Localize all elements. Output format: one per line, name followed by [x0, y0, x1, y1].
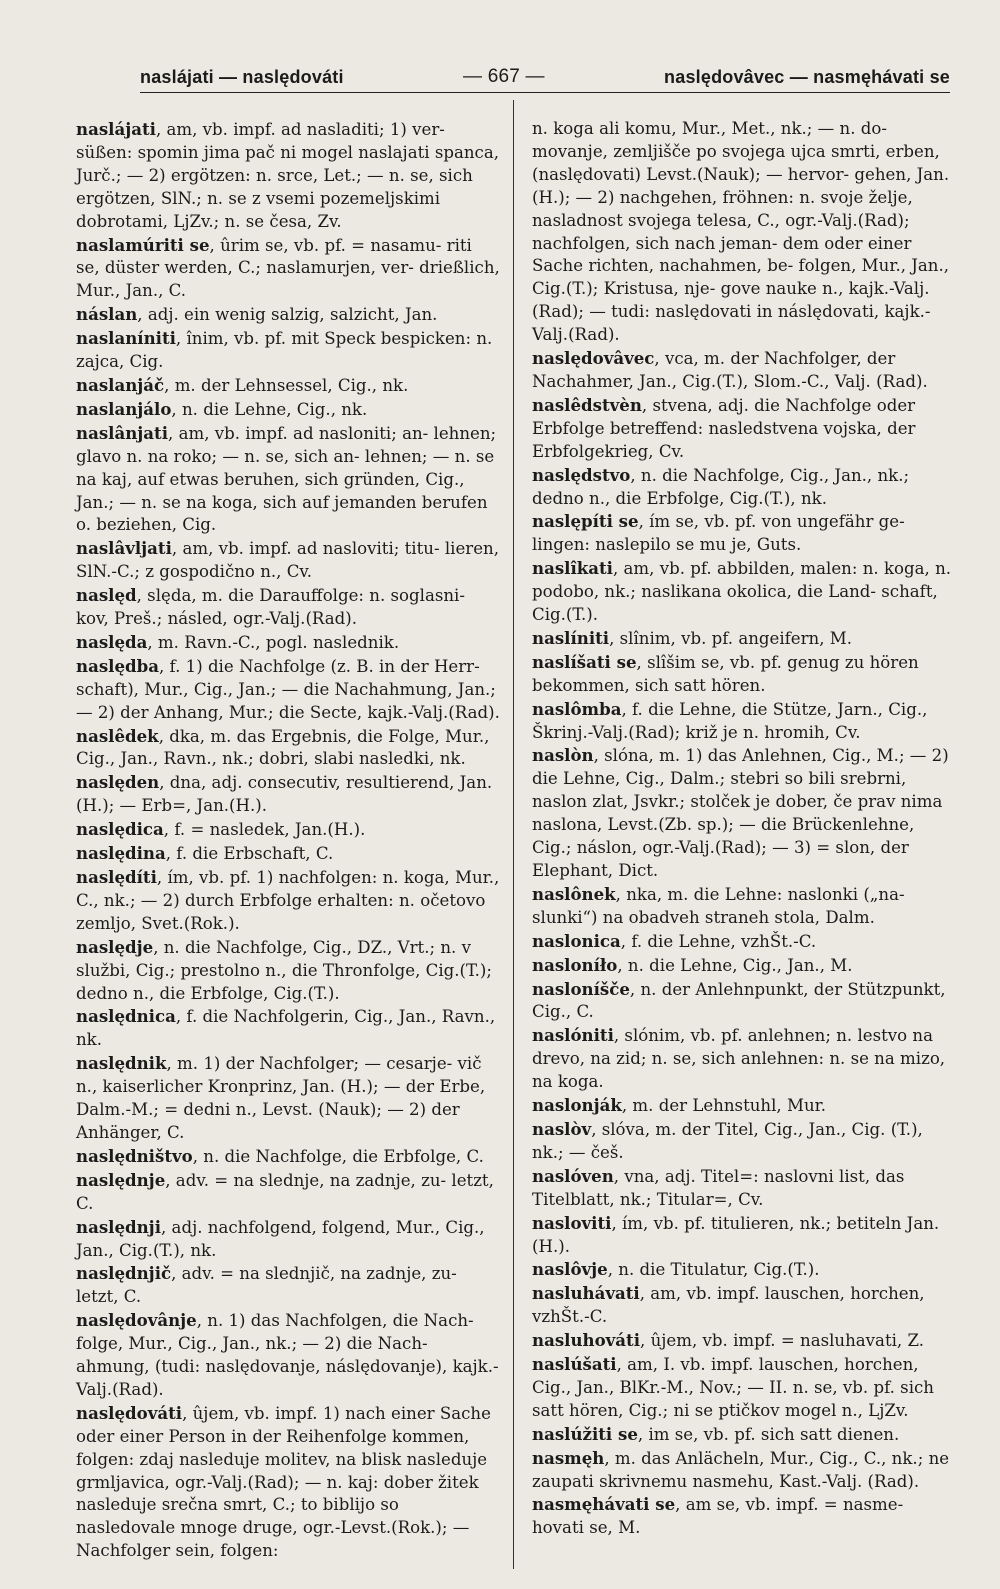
dictionary-entry: naslędnik, m. 1) der Nachfolger; — cesarje- vič n., kaiserlicher Kronprinz, Jan. (H.); — der Erbe, Dalm.-M.; = dedni n., Levst. (Nauk); — 2) der Anhänger, C.: [76, 1053, 486, 1142]
headword: naslêdstvèn: [532, 394, 642, 415]
dictionary-entry: naslóniti, slónim, vb. pf. anlehnen; n. lestvo na drevo, na zid; n. se, sich anlehnen: n. se na mizo, na koga.: [532, 1025, 946, 1092]
dictionary-entry: naslędstvo, n. die Nachfolge, Cig., Jan., nk.; dedno n., die Erbfolge, Cig.(T.), nk.: [532, 464, 910, 508]
headword: nasloviti: [532, 1212, 612, 1233]
headword: naslíniti: [532, 627, 610, 648]
dictionary-entry: naslêdstvèn, stvena, adj. die Nachfolge oder Erbfolge betreffend: nasledstvena vojska, der Erbfolgekrieg, Cv.: [532, 394, 916, 461]
dictionary-entry: naslędováti, ûjem, vb. impf. 1) nach einer Sache oder einer Person in der Reihenfolge kommen, folgen: zdaj nasleduje molitev, na blisk nasleduje grmljavica, ogr.-Valj.(Rad); — n. kaj: dober žitek nasleduje srečna smrt, C.; to biblijo so nasledovale mnoge druge, ogr.-Levst.(Rok.); — Nachfolger sein, folgen:: [76, 1402, 491, 1561]
headword: naslòn: [532, 745, 594, 766]
headword: naslędica: [76, 819, 164, 840]
dictionary-entry: naslêdek, dka, m. das Ergebnis, die Folge, Mur., Cig., Jan., Ravn., nk.; dobri, slabi nasledki, nk.: [76, 725, 490, 769]
dictionary-entry: naslanjáč, m. der Lehnsessel, Cig., nk.: [76, 374, 409, 395]
dictionary-entry: naslîkati, am, vb. pf. abbilden, malen: n. koga, n. podobo, nk.; naslikana okolica, die Land- schaft, Cig.(T.).: [532, 558, 952, 625]
dictionary-entry: naslędnji, adj. nachfolgend, folgend, Mur., Cig., Jan., Cig.(T.), nk.: [76, 1216, 485, 1260]
headword: naslępíti se: [532, 511, 639, 532]
dictionary-entry: naslęd, slęda, m. die Darauffolge: n. soglasni- kov, Preš.; násled, ogr.-Valj.(Rad).: [76, 585, 465, 629]
dictionary-entry: naslędje, n. die Nachfolge, Cig., DZ., Vrt.; n. v službi, Cig.; prestolno n., die Thronfolge, Cig.(T.); dedno n., die Erbfolge, Cig.(T.).: [76, 936, 492, 1003]
dictionary-entry: naslędništvo, n. die Nachfolge, die Erbfolge, C.: [76, 1145, 484, 1166]
headword: nasloníšče: [532, 978, 630, 999]
headword: naslômba: [532, 698, 622, 719]
headword: naslôvje: [532, 1259, 608, 1280]
dictionary-entry: naslômba, f. die Lehne, die Stütze, Jarn., Cig., Škrinj.-Valj.(Rad); križ je n. hromih, Cv.: [532, 698, 928, 742]
dictionary-entry: naslępíti se, ím se, vb. pf. von ungefähr ge- lingen: naslepilo se mu je, Guts.: [532, 511, 905, 555]
headword: naslęden: [76, 772, 160, 793]
dictionary-entry: naslíšati se, slîšim se, vb. pf. genug zu hören bekommen, sich satt hören.: [532, 651, 919, 695]
dictionary-entry: naslâvljati, am, vb. impf. ad nasloviti; titu- lieren, SlN.-C.; z gospodično n., Cv.: [76, 538, 499, 582]
headword: naslonica: [532, 930, 621, 951]
dictionary-entry: naslonják, m. der Lehnstuhl, Mur.: [532, 1095, 827, 1116]
header-right-guideword: naslędovâvec — nasmęhávati se: [664, 67, 950, 87]
headword: naslędovâvec: [532, 348, 655, 369]
left-column: [76, 118, 500, 1563]
dictionary-entry: naslędica, f. = nasledek, Jan.(H.).: [76, 819, 366, 840]
headword: naslędnji: [76, 1216, 161, 1237]
headword: naslíšati se: [532, 651, 637, 672]
dictionary-entry: naslędina, f. die Erbschaft, C.: [76, 843, 334, 864]
headword: naslaníniti: [76, 328, 176, 349]
headword: naslędnica: [76, 1006, 176, 1027]
headword: naslânjati: [76, 422, 169, 443]
dictionary-entry: naslędovânje, n. 1) das Nachfolgen, die Nach- folge, Mur., Cig., Jan., nk.; — 2) die Nach- ahmung, (tudi: naslędovanje, náslędovanje), kajk.-Valj.(Rad).: [76, 1310, 499, 1399]
dictionary-entry: naslędovâvec, vca, m. der Nachfolger, der Nachahmer, Jan., Cig.(T.), Slom.-C., Valj. (Rad).: [532, 348, 928, 391]
headword: naslêdek: [76, 725, 159, 746]
dictionary-entry: naslúžiti se, im se, vb. pf. sich satt dienen.: [532, 1423, 900, 1444]
headword: naslanjálo: [76, 398, 172, 419]
dictionary-entry: náslan, adj. ein wenig salzig, salzicht, Jan.: [76, 304, 438, 325]
headword: naslônek: [532, 883, 616, 904]
headword: naslóniti: [532, 1025, 614, 1046]
headword: naslędovânje: [76, 1310, 197, 1331]
dictionary-entry: nasloviti, ím, vb. pf. titulieren, nk.; betiteln Jan.(H.).: [532, 1212, 940, 1256]
column-divider: [513, 100, 514, 1569]
dictionary-entry: naslędnica, f. die Nachfolgerin, Cig., Jan., Ravn., nk.: [76, 1006, 496, 1050]
dictionary-entry: naslúšati, am, I. vb. impf. lauschen, horchen, Cig., Jan., BlKr.-M., Nov.; — II. n. se, vb. pf. sich satt hören, Cig.; ni se ptičkov mogel n., LjZv.: [532, 1354, 934, 1420]
headword: naslęd: [76, 585, 137, 606]
dictionary-entry: naslaníniti, înim, vb. pf. mit Speck bespicken: n. zajca, Cig.: [76, 328, 493, 372]
headword: naslędba: [76, 655, 159, 676]
headword: naslóven: [532, 1165, 614, 1186]
headword: nasluhávati: [532, 1283, 640, 1304]
dictionary-entry: nasmęh, m. das Anlächeln, Mur., Cig., C., nk.; ne zaupati skrivnemu nasmehu, Kast.-Valj. (Rad).: [532, 1447, 950, 1491]
dictionary-entry: naslônek, nka, m. die Lehne: naslonki („na- slunki“) na obadveh straneh stola, Dalm.: [532, 883, 905, 927]
dictionary-entry: naslânjati, am, vb. impf. ad nasloniti; an- lehnen; glavo n. na roko; — n. se, sich an- lehnen; — n. se na kaj, auf etwas beruhen, sich gründen, Cig., Jan.; — n. se na koga, sich auf jemanden berufen o. beziehen, Cig.: [76, 422, 497, 535]
headword: naslúžiti se: [532, 1423, 638, 1444]
dictionary-entry: nasluhováti, ûjem, vb. impf. = nasluhavati, Z.: [532, 1330, 924, 1351]
headword: naslędnje: [76, 1169, 166, 1190]
headword: nasluhováti: [532, 1330, 641, 1351]
headword: naslonják: [532, 1095, 622, 1116]
dictionary-entry: naslamúriti se, ûrim se, vb. pf. = nasamu- riti se, düster werden, C.; naslamurjen, ver- drießlich, Mur., Jan., C.: [76, 234, 500, 301]
dictionary-entry: naslonica, f. die Lehne, vzhŠt.-C.: [532, 930, 817, 951]
headword: naslîkati: [532, 558, 613, 579]
headword: naslędništvo: [76, 1145, 193, 1166]
dictionary-entry: nasloníšče, n. der Anlehnpunkt, der Stützpunkt, Cig., C.: [532, 978, 946, 1022]
dictionary-entry: n. koga ali komu, Mur., Met., nk.; — n. do- movanje, zemljišče po svojega ujca smrti, erben, (naslędovati) Levst.(Nauk); — hervor- gehen, Jan.(H.); — 2) nachgehen, fröhnen: n. svoje želje, nasladnost svojega telesa, C., ogr.-Valj.(Rad); nachfolgen, sich nach jeman- dem oder einer Sache richten, nachahmen, be- folgen, Mur., Jan., Cig.(T.); Kristusa, nje- gove nauke n., kajk.-Valj.(Rad); — tudi: naslędovati in náslędovati, kajk.-Valj.(Rad).: [532, 119, 950, 345]
headword: náslan: [76, 304, 138, 325]
headword: nasmęh: [532, 1447, 605, 1468]
headword: naslędina: [76, 843, 166, 864]
right-column: [532, 118, 958, 1540]
dictionary-entry: naslóven, vna, adj. Titel=: naslovni list, das Titelblatt, nk.; Titular=, Cv.: [532, 1165, 905, 1209]
page-header: [140, 58, 950, 88]
headword: naslędstvo: [532, 464, 631, 485]
headword: naslúšati: [532, 1354, 617, 1375]
dictionary-entry: naslęda, m. Ravn.-C., pogl. naslednik.: [76, 631, 400, 652]
dictionary-entry: nasloníło, n. die Lehne, Cig., Jan., M.: [532, 954, 853, 975]
dictionary-entry: nasluhávati, am, vb. impf. lauschen, horchen, vzhŠt.-C.: [532, 1283, 925, 1327]
headword: naslamúriti se: [76, 234, 210, 255]
dictionary-entry: naslęden, dna, adj. consecutiv, resultierend, Jan.(H.); — Erb=, Jan.(H.).: [76, 772, 493, 816]
dictionary-entry: naslòv, slóva, m. der Titel, Cig., Jan., Cig. (T.), nk.; — češ.: [532, 1118, 923, 1162]
header-left-guideword: naslájati — naslędováti: [140, 67, 344, 87]
header-rule: [140, 92, 950, 93]
dictionary-entry: nasmęhávati se, am se, vb. impf. = nasme- hovati se, M.: [532, 1494, 904, 1538]
dictionary-entry: naslędba, f. 1) die Nachfolge (z. B. in der Herr- schaft), Mur., Cig., Jan.; — die Nachahmung, Jan.; — 2) der Anhang, Mur.; die Secte, kajk.-Valj.(Rad).: [76, 655, 500, 722]
headword: naslędje: [76, 936, 154, 957]
headword: naslędnik: [76, 1053, 167, 1074]
dictionary-entry: naslędnje, adv. = na slednje, na zadnje, zu- letzt, C.: [76, 1169, 494, 1213]
dictionary-entry: naslájati, am, vb. impf. ad nasladiti; 1) ver- süßen: spomin jima pač ni mogel naslajati spanca, Jurč.; — 2) ergötzen: n. srce, Let.; — n. se, sich ergötzen, SlN.; n. se z vsemi pozemeljskimi dobrotami, LjZv.; n. se česa, Zv.: [76, 119, 500, 231]
headword: naslęda: [76, 631, 148, 652]
dictionary-entry: naslôvje, n. die Titulatur, Cig.(T.).: [532, 1259, 820, 1280]
dictionary-entry: naslòn, slóna, m. 1) das Anlehnen, Cig., M.; — 2) die Lehne, Cig., Dalm.; stebri so bili srebrni, naslon zlat, Jsvkr.; stolček je dober, če prav nima naslona, Levst.(Zb. sp.); — die Brückenlehne, Cig.; náslon, ogr.-Valj.(Rad); — 3) = slon, der Elephant, Dict.: [532, 745, 949, 880]
dictionary-entry: naslędnjič, adv. = na slednjič, na zadnje, zu- letzt, C.: [76, 1263, 457, 1307]
headword: naslędováti: [76, 1402, 183, 1423]
dictionary-entry: naslanjálo, n. die Lehne, Cig., nk.: [76, 398, 368, 419]
headword: nasloníło: [532, 954, 618, 975]
headword: naslòv: [532, 1118, 592, 1139]
headword: naslájati: [76, 119, 156, 139]
headword: naslędíti: [76, 867, 157, 887]
dictionary-entry: naslędíti, ím, vb. pf. 1) nachfolgen: n. koga, Mur., C., nk.; — 2) durch Erbfolge erhalten: n. očetovo zemljo, Svet.(Rok.).: [76, 867, 500, 933]
headword: naslâvljati: [76, 538, 172, 559]
dictionary-entry: naslíniti, slînim, vb. pf. angeifern, M.: [532, 627, 853, 648]
headword: naslanjáč: [76, 374, 165, 395]
page-number: — 667 —: [463, 66, 545, 87]
headword: nasmęhávati se: [532, 1494, 676, 1515]
headword: naslędnjič: [76, 1263, 172, 1284]
